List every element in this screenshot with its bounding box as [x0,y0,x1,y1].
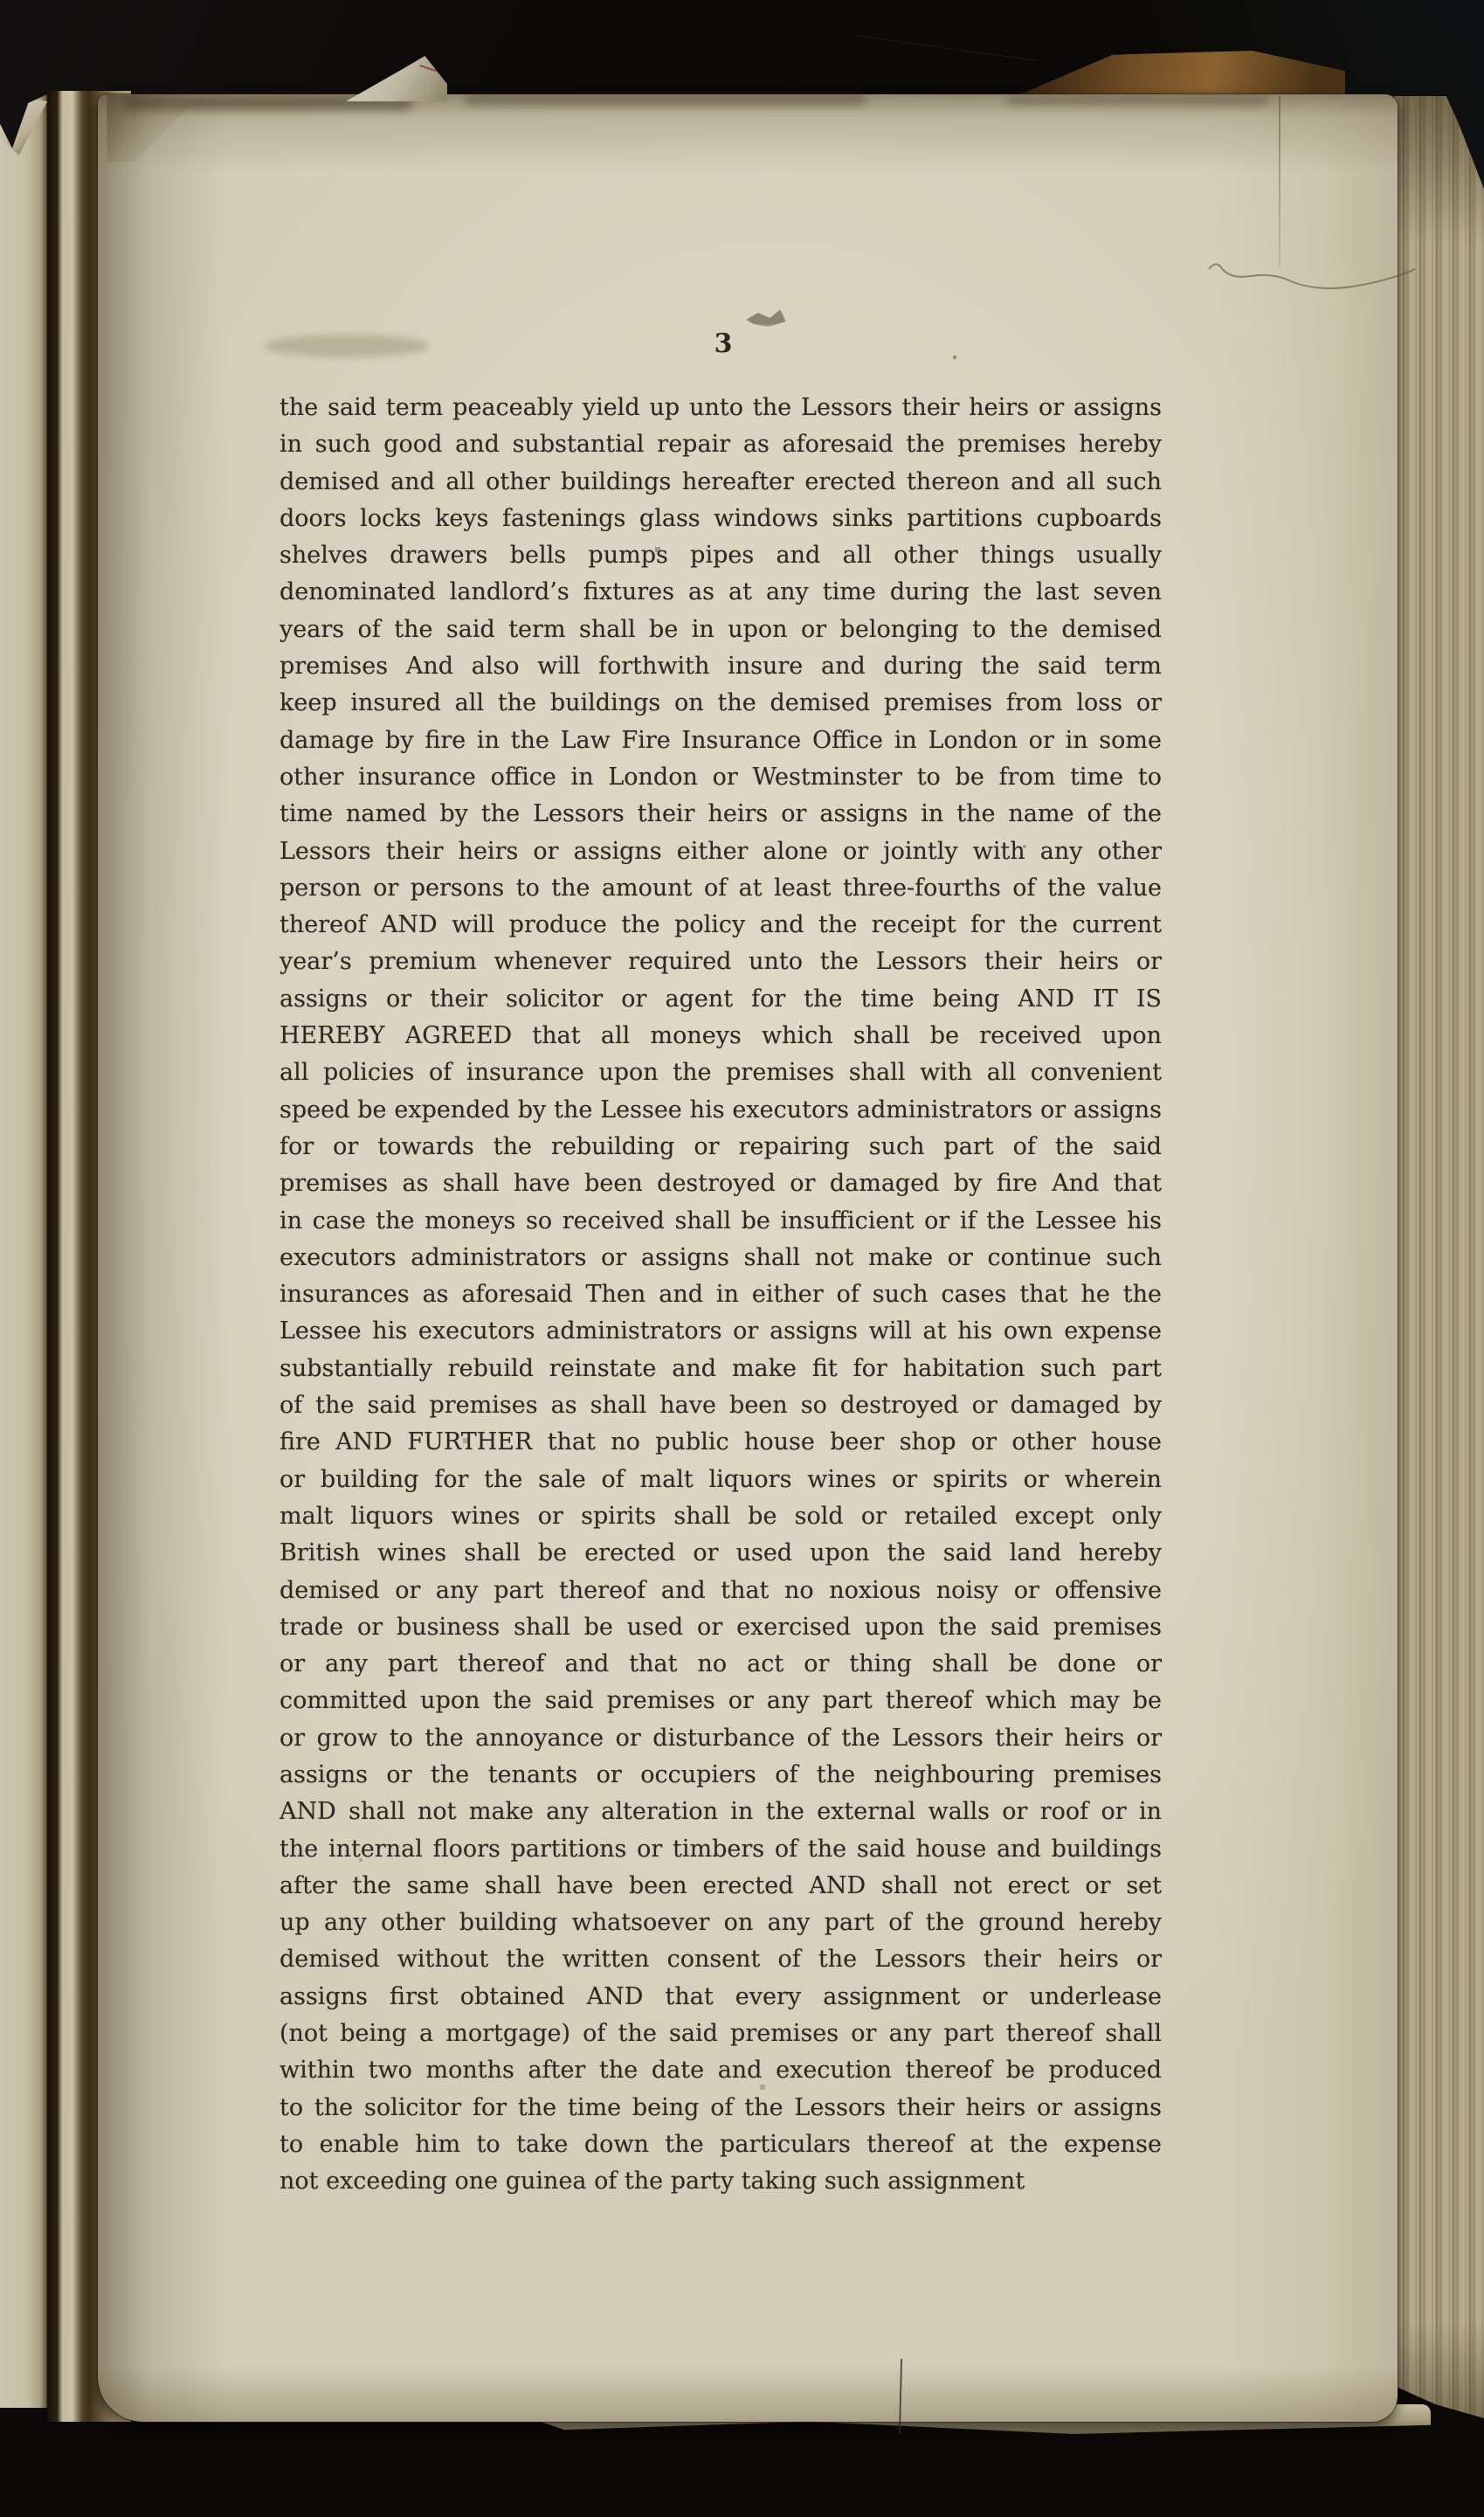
text-line: year’s premium whenever required unto the Lessors their heirs or [280,948,1162,976]
text-line: keep insured all the buildings on the demised premises from loss or [280,689,1162,717]
text-line: time named by the Lessors their heirs or assigns in the name of the [280,800,1162,828]
text-line: for or towards the rebuilding or repairing such part of the said [280,1132,1162,1160]
text-line: or building for the sale of malt liquors wines or spirits or wherein [280,1465,1162,1493]
text-line: insurances as aforesaid Then and in either of such cases that he the [280,1281,1162,1309]
text-line: committed upon the said premises or any part thereof which may be [280,1687,1162,1715]
text-line: to the solicitor for the time being of the Lessors their heirs or assigns [280,2093,1162,2121]
text-line: damage by fire in the Law Fire Insurance Office in London or in some [280,726,1162,754]
text-line: denominated landlord’s fixtures as at any time during the last seven [280,578,1162,606]
text-line: assigns or the tenants or occupiers of the neighbouring premises [280,1760,1162,1788]
text-line: speed be expended by the Lessee his executors administrators or assigns [280,1096,1162,1124]
text-line: assigns first obtained AND that every assignment or underlease [280,1982,1162,2010]
text-line: after the same shall have been erected AND shall not erect or set [280,1871,1162,1899]
top-edge-smudge [465,94,866,105]
text-line: malt liquors wines or spirits shall be sold or retailed except only [280,1502,1162,1530]
text-line: demised or any part thereof and that no noxious noisy or offensive [280,1576,1162,1604]
text-line: AND shall not make any alteration in the external walls or roof or in [280,1798,1162,1826]
text-line: shelves drawers bells pumps pipes and all other things usually [280,542,1162,570]
text-line: (not being a mortgage) of the said premises or any part thereof shall [280,2020,1162,2048]
text-line: within two months after the date and execution thereof be produced [280,2057,1162,2085]
text-line: person or persons to the amount of at least three-fourths of the value [280,874,1162,902]
text-line: Lessors their heirs or assigns either alone or jointly with any other [280,837,1162,865]
text-line: in case the moneys so received shall be insufficient or if the Lessee his [280,1207,1162,1234]
text-line: doors locks keys fastenings glass windows sinks partitions cupboards [280,504,1162,532]
text-line: other insurance office in London or Westminster to be from time to [280,763,1162,791]
page-body-text [280,390,1162,2201]
text-line: to enable him to take down the particulars thereof at the expense [280,2130,1162,2158]
vertical-crease [1279,96,1280,267]
text-line: fire AND FURTHER that no public house beer shop or other house [280,1428,1162,1456]
text-line: years of the said term shall be in upon or belonging to the demised [280,615,1162,643]
pencil-smudge [264,335,430,357]
text-line: trade or business shall be used or exercised upon the said premises [280,1613,1162,1641]
text-line: HEREBY AGREED that all moneys which shall be received upon [280,1022,1162,1050]
text-line: in such good and substantial repair as aforesaid the premises hereby [280,431,1162,459]
text-line: or grow to the annoyance or disturbance of the Lessors their heirs or [280,1724,1162,1752]
text-line: or any part thereof and that no act or thing shall be done or [280,1650,1162,1678]
text-line: Lessee his executors administrators or assigns will at his own expense [280,1317,1162,1345]
previous-page-sliver [0,94,47,2408]
top-edge-smudge [1006,96,1268,105]
text-line: assigns or their solicitor or agent for the time being AND IT IS [280,985,1162,1013]
corner-fold-shadow [107,94,203,162]
text-line: up any other building whatsoever on any part of the ground hereby [280,1909,1162,1937]
page-number: 3 [714,328,733,359]
document-page [98,94,1398,2422]
text-line: executors administrators or assigns shall not make or continue such [280,1243,1162,1271]
foxing-specks [98,94,100,96]
text-line: substantially rebuild reinstate and make fit for habitation such part [280,1354,1162,1382]
text-line: not exceeding one guinea of the party taking such assignment [280,2168,1025,2195]
text-line: demised and all other buildings hereafter erected thereon and all such [280,467,1162,495]
paper-crack [1207,250,1417,294]
fore-edge-stack [1394,96,1484,2418]
text-line: all policies of insurance upon the premises shall with all convenient [280,1059,1162,1087]
text-line: the said term peaceably yield up unto the Lessors their heirs or assigns [280,394,1162,421]
text-line: British wines shall be erected or used upon the said land hereby [280,1539,1162,1567]
text-line: the internal floors partitions or timbers of the said house and buildings [280,1835,1162,1863]
ink-smudge [746,309,786,327]
text-line: thereof AND will produce the policy and the receipt for the current [280,911,1162,939]
text-line: premises as shall have been destroyed or damaged by fire And that [280,1170,1162,1198]
text-line: demised without the written consent of the Lessors their heirs or [280,1946,1162,1974]
text-line: of the said premises as shall have been so destroyed or damaged by [280,1392,1162,1420]
text-line: premises And also will forthwith insure and during the said term [280,653,1162,681]
